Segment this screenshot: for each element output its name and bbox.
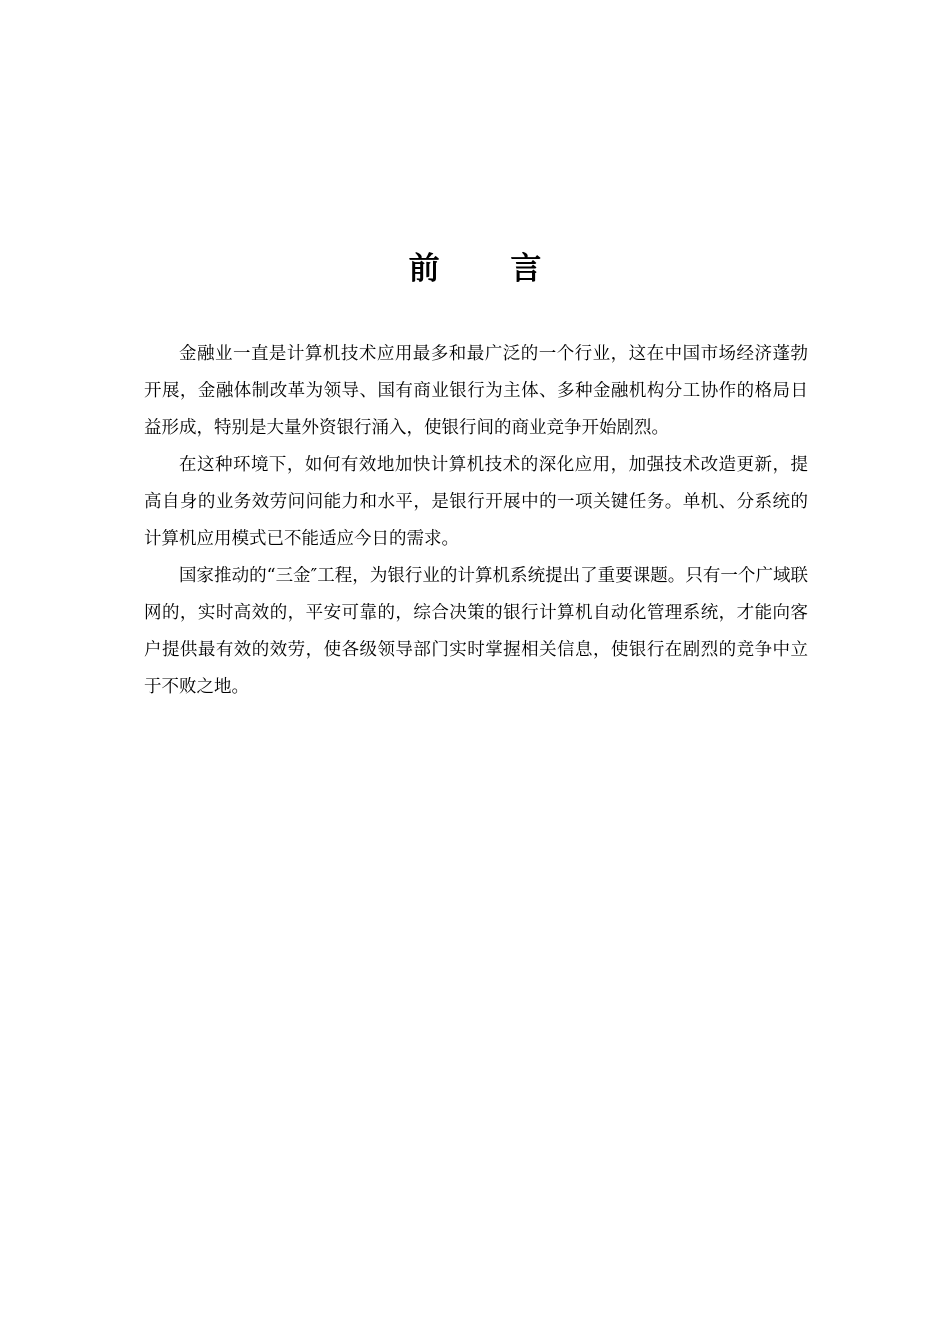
paragraph-3: 国家推动的“三金″工程，为银行业的计算机系统提出了重要课题。只有一个广域联网的，实时高效的，平安可靠的，综合决策的银行计算机自动化管理系统，才能向客户提供最有效的效劳，使各级领导部门实时掌握相关信息，使银行在剧烈的竞争中立于不败之地。 [144,566,808,697]
paragraph-2: 在这种环境下，如何有效地加快计算机技术的深化应用，加强技术改造更新，提高自身的业务效劳问问能力和水平，是银行开展中的一项关键任务。单机、分系统的计算机应用模式已不能适应今日的需求。 [144,455,808,549]
document-body [144,336,808,706]
paragraph-1: 金融业一直是计算机技术应用最多和最广泛的一个行业，这在中国市场经济蓬勃开展，金融体制改革为领导、国有商业银行为主体、多种金融机构分工协作的格局日益形成，特别是大量外资银行涌入，使银行间的商业竞争开始剧烈。 [144,344,808,438]
page-title: 前 言 [408,251,572,287]
